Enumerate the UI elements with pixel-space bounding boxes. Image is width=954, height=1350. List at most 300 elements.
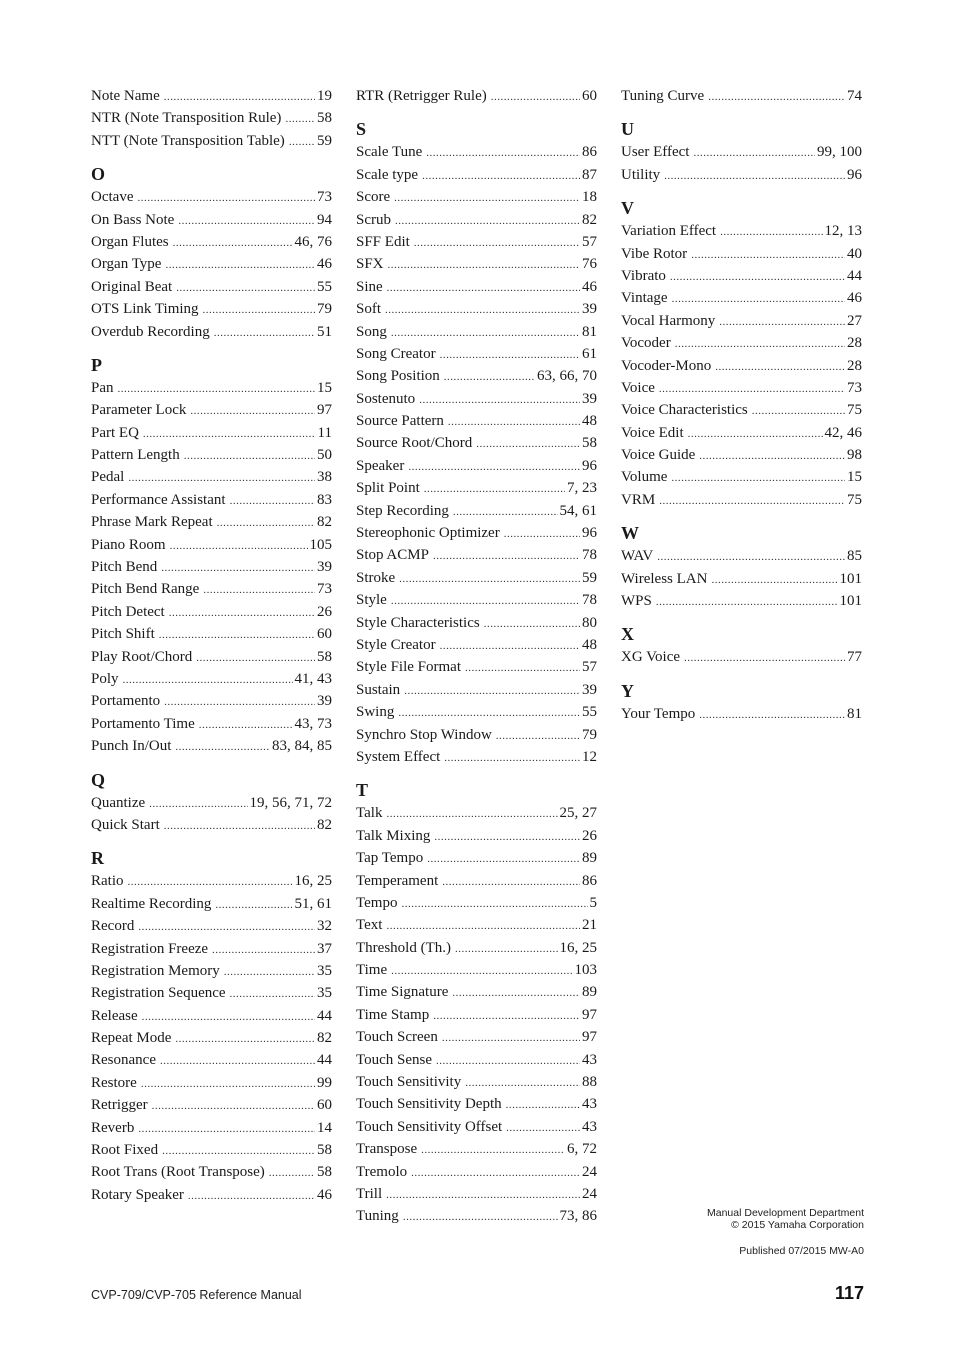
index-term: Scrub (356, 211, 391, 228)
index-term: Touch Sensitivity (356, 1074, 462, 1091)
index-page-ref: 79 (582, 726, 597, 743)
dot-leader (465, 1071, 580, 1094)
index-letter-heading: R (91, 848, 104, 869)
dot-leader (164, 690, 315, 713)
index-page-ref: 74 (847, 88, 862, 104)
dot-leader (141, 1072, 315, 1095)
index-term: Vibrato (621, 267, 666, 284)
index-letter-heading: Y (621, 680, 634, 701)
index-term: Resonance (91, 1052, 156, 1069)
index-entry (356, 937, 597, 959)
index-term: Organ Type (91, 256, 162, 273)
index-entry (621, 590, 862, 612)
dot-leader (476, 432, 580, 455)
index-entry (621, 703, 862, 725)
dot-leader (444, 746, 580, 769)
index-term: Pattern Length (91, 447, 180, 464)
index-term: Tap Tempo (356, 850, 424, 867)
index-column-2 (356, 85, 597, 1228)
index-page-ref: 19 (317, 88, 332, 104)
dot-leader (391, 589, 580, 612)
dot-leader (142, 1005, 315, 1028)
index-page-ref: 99 (317, 1074, 332, 1091)
dot-leader (720, 220, 822, 243)
index-entry (356, 701, 597, 723)
index-entry (356, 209, 597, 231)
index-term: XG Voice (621, 649, 681, 666)
dot-leader (424, 477, 565, 500)
dot-leader (491, 85, 580, 108)
index-entry (356, 870, 597, 892)
index-page-ref: 18 (582, 189, 597, 206)
index-term: Play Root/Chord (91, 648, 193, 665)
dot-leader (664, 164, 845, 187)
index-page-ref: 39 (582, 681, 597, 698)
index-term: Voice (621, 379, 655, 396)
index-page-ref: 82 (582, 211, 597, 228)
index-letter-heading: O (91, 164, 106, 185)
index-entry (621, 545, 862, 567)
index-entry (356, 410, 597, 432)
dot-leader (408, 455, 580, 478)
dot-leader (453, 500, 558, 523)
index-page-ref: 83, 84, 85 (272, 738, 332, 755)
index-page-ref: 97 (582, 1029, 597, 1046)
index-term: Phrase Mark Repeat (91, 514, 213, 531)
index-term: Talk Mixing (356, 827, 431, 844)
index-page-ref: 35 (317, 985, 332, 1002)
index-entry (621, 265, 862, 287)
index-page-ref: 78 (582, 592, 597, 609)
dot-leader (391, 321, 580, 344)
index-page-ref: 73 (317, 189, 332, 206)
index-entry (91, 1094, 332, 1116)
index-letter-heading: T (356, 780, 369, 801)
index-term: Sostenuto (356, 390, 416, 407)
index-page-ref: 21 (582, 917, 597, 934)
index-entry (356, 544, 597, 566)
index-entry (91, 511, 332, 533)
index-entry (91, 1049, 332, 1071)
index-entry (91, 130, 332, 152)
index-entry (356, 500, 597, 522)
index-term: Record (91, 918, 135, 935)
index-entry (356, 981, 597, 1003)
dot-leader (675, 332, 845, 355)
index-term: Rotary Speaker (91, 1186, 184, 1203)
index-entry (621, 355, 862, 377)
index-page-ref: 89 (582, 850, 597, 867)
index-term: Trill (356, 1185, 383, 1202)
index-page-ref: 75 (847, 491, 862, 508)
index-entry (91, 870, 332, 892)
index-term: Part EQ (91, 424, 139, 441)
index-term: NTR (Note Transposition Rule) (91, 110, 282, 127)
index-entry (91, 321, 332, 343)
index-entry (91, 1027, 332, 1049)
dot-leader (385, 298, 580, 321)
index-term: Scale type (356, 166, 419, 183)
index-column-3 (621, 85, 862, 725)
index-term: Sine (356, 278, 383, 295)
index-page-ref: 75 (847, 402, 862, 419)
index-term: Realtime Recording (91, 895, 212, 912)
index-term: Pan (91, 379, 114, 396)
index-entry (356, 634, 597, 656)
index-page-ref: 57 (582, 659, 597, 676)
dot-leader (421, 1138, 565, 1161)
index-page-ref: 44 (317, 1052, 332, 1069)
index-page-ref: 61 (582, 345, 597, 362)
index-term: Song Creator (356, 345, 436, 362)
index-entry (91, 814, 332, 836)
index-page-ref: 51, 61 (294, 895, 332, 912)
index-term: Original Beat (91, 278, 173, 295)
index-term: Overdub Recording (91, 323, 210, 340)
index-entry (356, 1183, 597, 1205)
index-term: Voice Guide (621, 447, 696, 464)
index-term: On Bass Note (91, 211, 175, 228)
index-term: Time Signature (356, 984, 449, 1001)
dot-leader (404, 679, 580, 702)
index-entry (356, 365, 597, 387)
dot-leader (149, 792, 247, 815)
index-term: Time (356, 962, 388, 979)
credits-block (707, 1207, 864, 1231)
dot-leader (504, 522, 580, 545)
dot-leader (496, 724, 580, 747)
index-term: Utility (621, 166, 661, 183)
index-page-ref: 46 (847, 290, 862, 307)
index-page-ref: 103 (574, 962, 597, 979)
index-entry (356, 802, 597, 824)
index-term: Ratio (91, 873, 124, 890)
index-term: Registration Memory (91, 962, 220, 979)
index-entry (356, 567, 597, 589)
dot-leader (169, 601, 315, 624)
index-entry (91, 690, 332, 712)
index-term: Touch Sense (356, 1051, 433, 1068)
index-page-ref: 35 (317, 962, 332, 979)
dot-leader (455, 937, 558, 960)
index-term: User Effect (621, 144, 690, 161)
index-entry (91, 231, 332, 253)
index-term: Portamento Time (91, 715, 195, 732)
index-entry (356, 186, 597, 208)
dot-leader (165, 253, 315, 276)
index-entry (621, 85, 862, 107)
index-entry (91, 422, 332, 444)
index-entry (91, 85, 332, 107)
index-page-ref: 12, 13 (824, 223, 862, 240)
index-entry (621, 332, 862, 354)
index-term: Parameter Lock (91, 402, 187, 419)
index-page-ref: 86 (582, 144, 597, 161)
index-term: RTR (Retrigger Rule) (356, 88, 487, 104)
index-entry (356, 455, 597, 477)
index-term: Pitch Shift (91, 626, 155, 643)
index-entry (91, 489, 332, 511)
index-term: Time Stamp (356, 1006, 430, 1023)
dot-leader (269, 1161, 315, 1184)
index-term: Soft (356, 301, 382, 318)
index-term: Split Point (356, 480, 420, 497)
index-entry (91, 601, 332, 623)
index-page-ref: 46, 76 (294, 233, 332, 250)
index-page-ref: 43 (582, 1096, 597, 1113)
index-page-ref: 11 (317, 424, 332, 441)
index-entry (356, 85, 597, 107)
index-entry (356, 477, 597, 499)
index-page-ref: 19, 56, 71, 72 (249, 794, 332, 811)
index-page-ref: 39 (582, 301, 597, 318)
dot-leader (708, 85, 845, 108)
dot-leader (403, 1205, 558, 1228)
index-page-ref: 39 (317, 559, 332, 576)
index-entry (356, 656, 597, 678)
dot-leader (671, 466, 845, 489)
index-entry (91, 646, 332, 668)
index-entry (91, 915, 332, 937)
index-term: Temperament (356, 872, 439, 889)
index-page-ref: 82 (317, 514, 332, 531)
dot-leader (688, 422, 823, 445)
index-page-ref: 26 (317, 603, 332, 620)
index-term: Volume (621, 469, 668, 486)
dot-leader (203, 298, 315, 321)
index-term: Tempo (356, 894, 398, 911)
index-term: Registration Freeze (91, 940, 209, 957)
index-entry (356, 724, 597, 746)
credits-copyright: © 2015 Yamaha Corporation (731, 1219, 864, 1231)
dot-leader (484, 612, 580, 635)
index-term: Swing (356, 704, 395, 721)
index-entry (91, 1117, 332, 1139)
index-entry (91, 1072, 332, 1094)
index-entry (356, 276, 597, 298)
dot-leader (128, 870, 293, 893)
index-term: Variation Effect (621, 223, 717, 240)
index-entry (356, 1049, 597, 1071)
index-page-ref: 86 (582, 872, 597, 889)
index-entry (356, 914, 597, 936)
index-entry (356, 432, 597, 454)
index-page-ref: 51 (317, 323, 332, 340)
index-page-ref: 58 (317, 110, 332, 127)
index-page-ref: 48 (582, 413, 597, 430)
index-page-ref: 99, 100 (817, 144, 862, 161)
index-letter-heading: V (621, 198, 634, 219)
index-page-ref: 38 (317, 469, 332, 486)
index-entry (621, 220, 862, 242)
index-term: Vocal Harmony (621, 312, 716, 329)
index-page-ref: 44 (317, 1007, 332, 1024)
index-entry (91, 1184, 332, 1206)
index-entry (356, 1071, 597, 1093)
index-entry (621, 466, 862, 488)
dot-leader (427, 847, 580, 870)
index-entry (91, 186, 332, 208)
index-entry (356, 892, 597, 914)
dot-leader (398, 701, 580, 724)
index-term: Reverb (91, 1119, 135, 1136)
dot-leader (289, 130, 315, 153)
dot-leader (178, 209, 315, 232)
index-entry (91, 466, 332, 488)
index-page-ref: 58 (582, 435, 597, 452)
index-page-ref: 76 (582, 256, 597, 273)
index-page-ref: 73, 86 (559, 1208, 597, 1225)
index-term: VRM (621, 491, 656, 508)
dot-leader (118, 377, 316, 400)
index-page-ref: 6, 72 (567, 1141, 597, 1158)
index-page-ref: 43, 73 (294, 715, 332, 732)
index-entry (91, 534, 332, 556)
dot-leader (444, 365, 535, 388)
index-page-ref: 39 (582, 390, 597, 407)
index-page-ref: 77 (847, 649, 862, 666)
index-page-ref: 44 (847, 267, 862, 284)
dot-leader (159, 623, 315, 646)
index-term: Transpose (356, 1141, 418, 1158)
dot-leader (285, 107, 315, 130)
index-page-ref: 32 (317, 918, 332, 935)
index-entry (621, 141, 862, 163)
index-page-ref: 87 (582, 166, 597, 183)
index-term: Portamento (91, 693, 161, 710)
dot-leader (670, 265, 845, 288)
index-page-ref: 46 (582, 278, 597, 295)
index-page-ref: 42, 46 (824, 424, 862, 441)
index-entry (356, 589, 597, 611)
dot-leader (217, 511, 315, 534)
dot-leader (190, 399, 315, 422)
index-page-ref: 81 (847, 705, 862, 722)
index-term: Quantize (91, 794, 146, 811)
page-number: 117 (834, 1283, 864, 1303)
index-page-ref: 46 (317, 1186, 332, 1203)
index-term: Song Position (356, 368, 440, 385)
index-page-ref: 58 (317, 648, 332, 665)
index-entry (621, 568, 862, 590)
dot-leader (188, 1184, 315, 1207)
dot-leader (123, 668, 293, 691)
index-term: Voice Characteristics (621, 402, 748, 419)
index-term: Tuning (356, 1208, 399, 1225)
index-page-ref: 14 (317, 1119, 332, 1136)
index-page-ref: 101 (839, 593, 862, 610)
index-term: Registration Sequence (91, 985, 226, 1002)
index-page-ref: 60 (317, 626, 332, 643)
dot-leader (426, 141, 580, 164)
index-column-1 (91, 85, 332, 1206)
dot-leader (422, 164, 580, 187)
index-entry (91, 893, 332, 915)
index-page-ref: 27 (847, 312, 862, 329)
dot-leader (388, 253, 580, 276)
index-entry (356, 612, 597, 634)
index-entry (621, 377, 862, 399)
dot-leader (465, 656, 580, 679)
dot-leader (175, 1027, 315, 1050)
index-term: Style File Format (356, 659, 461, 676)
index-term: SFX (356, 256, 384, 273)
index-page-ref: 82 (317, 1030, 332, 1047)
index-entry (621, 243, 862, 265)
index-entry (356, 679, 597, 701)
index-term: Style Characteristics (356, 614, 480, 631)
index-term: Synchro Stop Window (356, 726, 492, 743)
index-entry (91, 1005, 332, 1027)
index-page-ref: 43 (582, 1118, 597, 1135)
dot-leader (699, 444, 845, 467)
dot-leader (164, 814, 315, 837)
dot-leader (215, 893, 292, 916)
index-page-ref: 89 (582, 984, 597, 1001)
index-term: Piano Room (91, 536, 166, 553)
dot-leader (434, 825, 580, 848)
index-letter-heading: W (621, 523, 639, 544)
index-page-ref: 37 (317, 940, 332, 957)
index-letter-heading: P (91, 354, 102, 375)
index-entry (91, 735, 332, 757)
index-entry (91, 276, 332, 298)
index-term: Speaker (356, 457, 405, 474)
dot-leader (699, 703, 845, 726)
index-term: System Effect (356, 748, 441, 765)
index-page-ref: 81 (582, 323, 597, 340)
index-term: Style (356, 592, 387, 609)
index-term: Your Tempo (621, 705, 696, 722)
index-entry (91, 556, 332, 578)
index-term: NTT (Note Transposition Table) (91, 132, 285, 149)
dot-leader (419, 388, 580, 411)
index-entry (356, 298, 597, 320)
index-entry (356, 1205, 597, 1227)
index-entry (356, 522, 597, 544)
index-term: Score (356, 189, 391, 206)
dot-leader (138, 1117, 315, 1140)
dot-leader (170, 534, 308, 557)
index-term: Scale Tune (356, 144, 423, 161)
dot-leader (672, 287, 845, 310)
index-page-ref: 58 (317, 1164, 332, 1181)
index-page-ref: 82 (317, 816, 332, 833)
dot-leader (752, 399, 845, 422)
index-term: Stroke (356, 569, 396, 586)
index-entry (356, 1026, 597, 1048)
index-page-ref: 98 (847, 447, 862, 464)
index-term: Wireless LAN (621, 570, 708, 587)
index-term: Performance Assistant (91, 491, 226, 508)
dot-leader (657, 545, 845, 568)
index-page-ref: 88 (582, 1074, 597, 1091)
dot-leader (659, 377, 845, 400)
dot-leader (161, 556, 315, 579)
index-entry (356, 321, 597, 343)
index-term: Source Pattern (356, 413, 444, 430)
index-term: Vintage (621, 290, 668, 307)
dot-leader (433, 1004, 580, 1027)
dot-leader (128, 466, 315, 489)
index-term: Vocoder (621, 335, 671, 352)
index-term: Restore (91, 1074, 137, 1091)
index-entry (621, 399, 862, 421)
index-page-ref: 83 (317, 491, 332, 508)
index-term: Tremolo (356, 1163, 408, 1180)
index-entry (356, 1093, 597, 1115)
dot-leader (203, 578, 315, 601)
